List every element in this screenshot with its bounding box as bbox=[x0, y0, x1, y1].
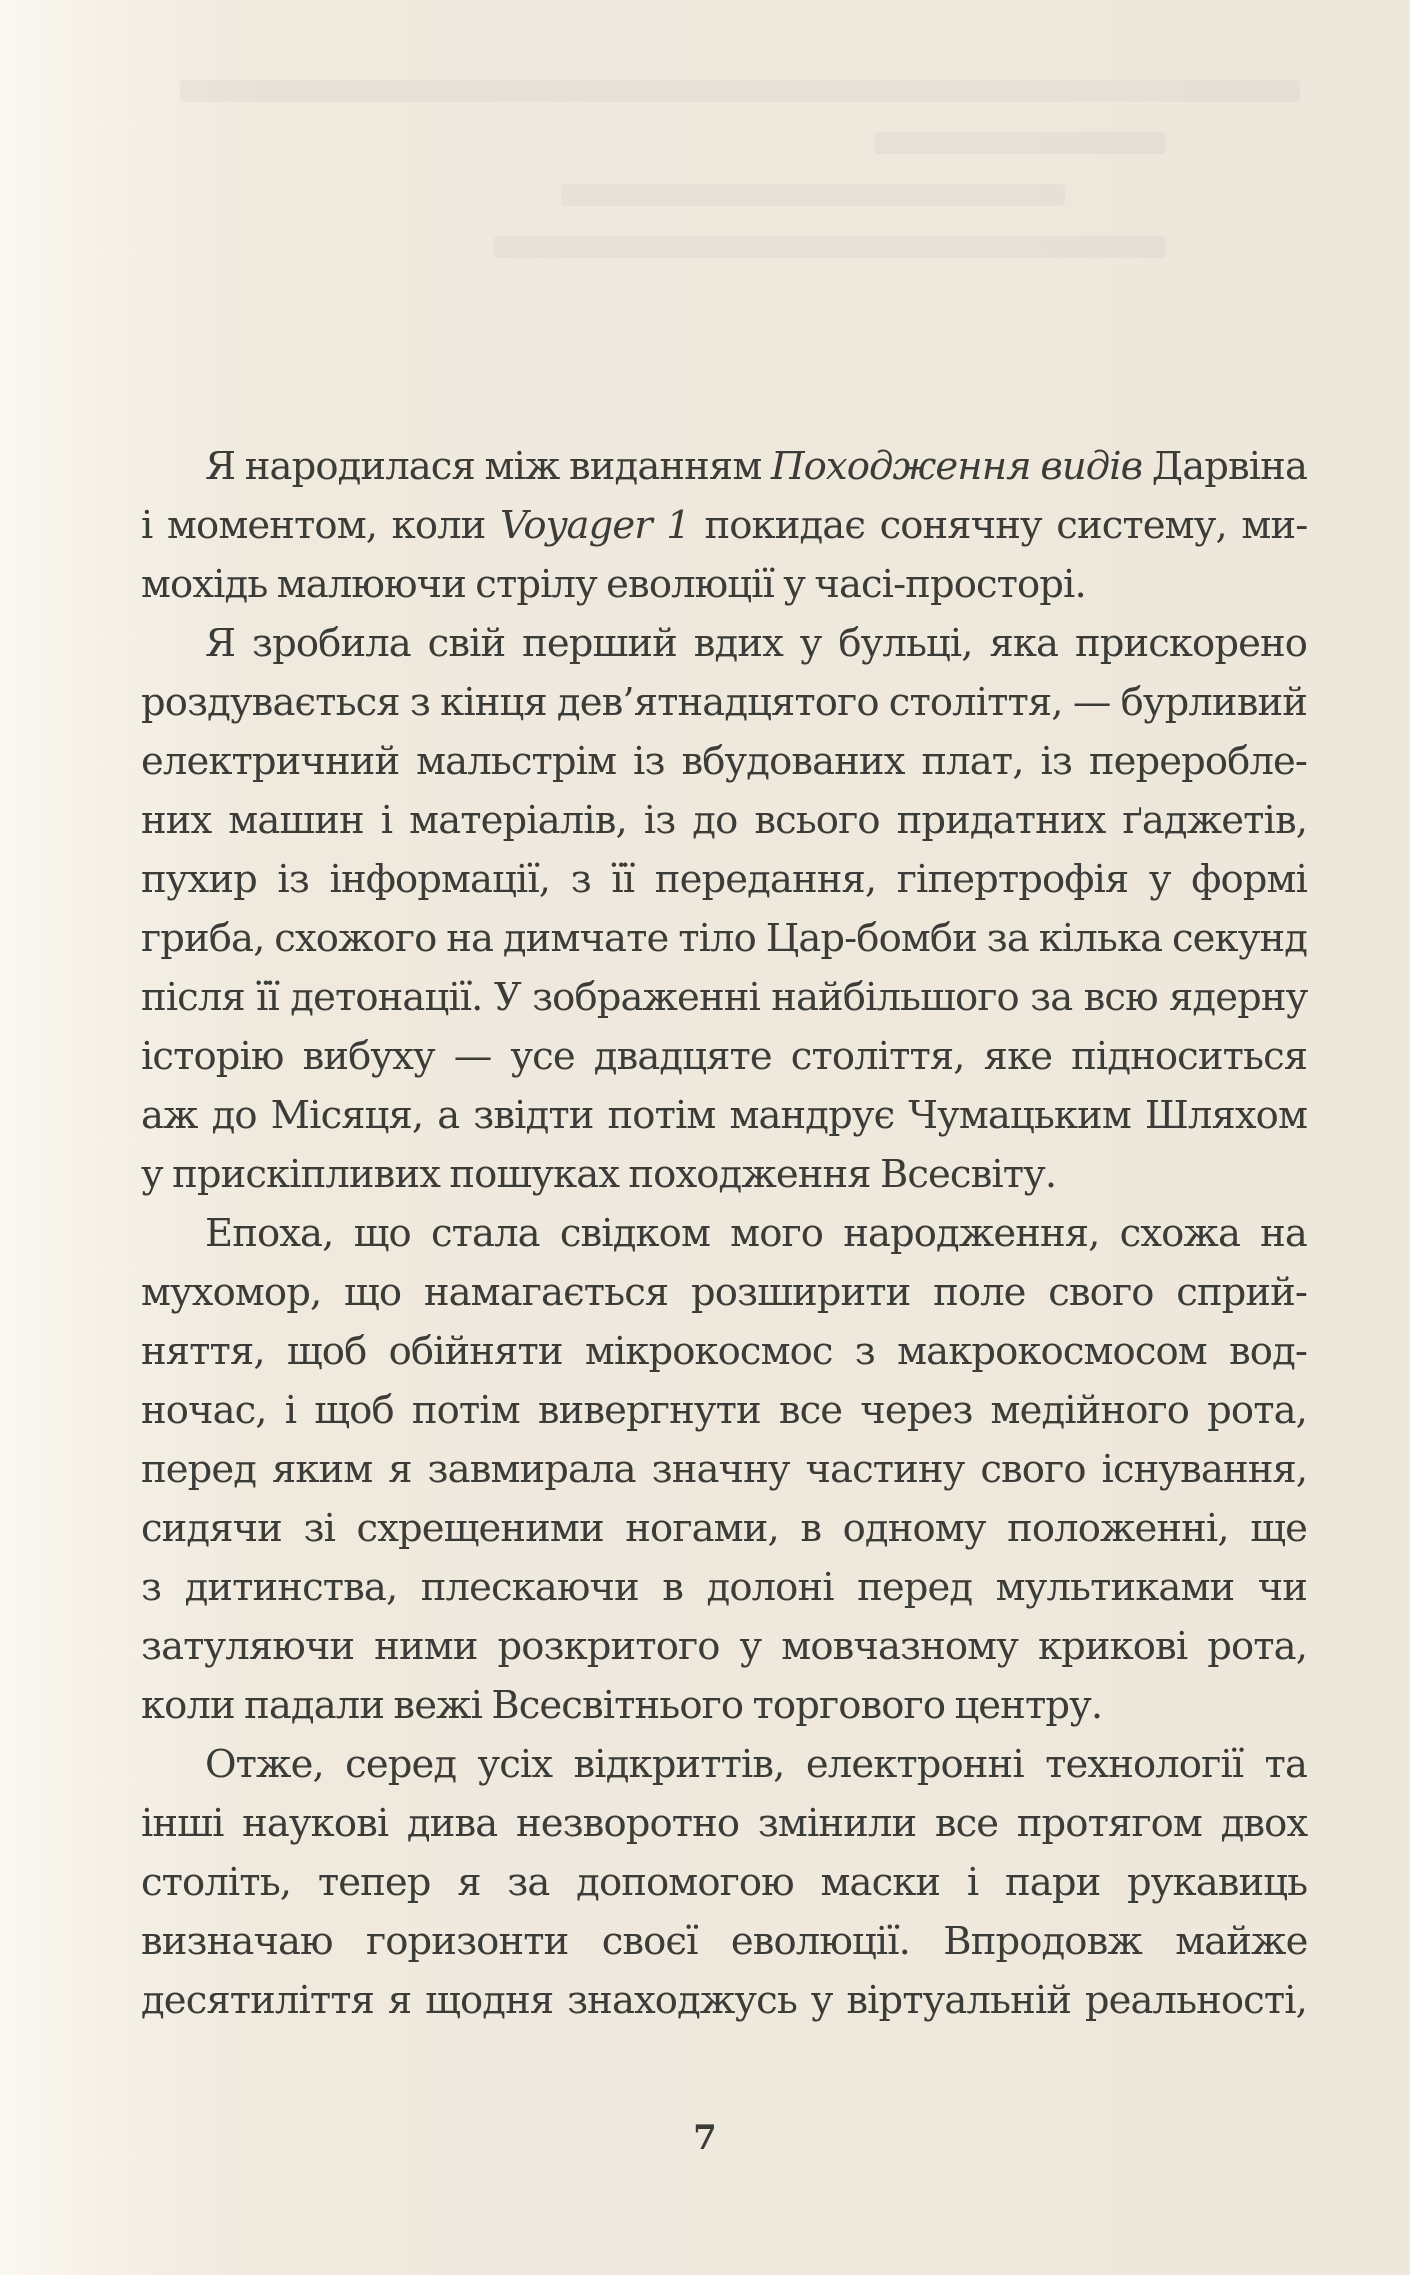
paragraph-3 bbox=[141, 1204, 1307, 1735]
italic-title: Походження видів bbox=[770, 444, 1143, 489]
text-line: у прискіпливих пошуках походження Всесвіту. bbox=[141, 1152, 1057, 1197]
text-line: мохідь малюючи стрілу еволюції у часі-просторі. bbox=[141, 562, 1086, 607]
text-line: Отже, серед усіх відкриттів, електронні технології та bbox=[205, 1742, 1307, 1787]
show-through-text bbox=[180, 80, 1300, 320]
text-line: гриба, схожого на димчате тіло Цар-бомби за кілька секунд bbox=[141, 916, 1308, 961]
text-line: після її детонації. У зображенні найбільшого за всю ядерну bbox=[141, 975, 1308, 1020]
text-line: сидячи зі схрещеними ногами, в одному положенні, ще bbox=[141, 1506, 1307, 1551]
text-line: Я народилася між виданням Походження видів Дарвіна bbox=[205, 444, 1307, 489]
paragraph-2 bbox=[141, 614, 1307, 1204]
text-line: і моментом, коли Voyager 1 покидає сонячну систему, ми- bbox=[141, 503, 1308, 548]
text-line: ночас, і щоб потім вивергнути все через медійного рота, bbox=[141, 1388, 1307, 1433]
text-line: електричний мальстрім із вбудованих плат, із переробле- bbox=[141, 739, 1307, 784]
body-text bbox=[141, 437, 1307, 2030]
text-line: коли падали вежі Всесвітнього торгового центру. bbox=[141, 1683, 1103, 1728]
text-line: пухир із інформації, з її передання, гіпертрофія у формі bbox=[141, 857, 1307, 902]
text-line: інші наукові дива незворотно змінили все протягом двох bbox=[141, 1801, 1308, 1846]
paragraph-1 bbox=[141, 437, 1307, 614]
text-line: роздувається з кінця дев’ятнадцятого століття, — бурливий bbox=[141, 680, 1307, 725]
text-line: століть, тепер я за допомогою маски і пари рукавиць bbox=[141, 1860, 1308, 1905]
text-line: Я зробила свій перший вдих у бульці, яка прискорено bbox=[205, 621, 1307, 666]
italic-name: Voyager 1 bbox=[500, 503, 690, 548]
text-line: визначаю горизонти своєї еволюції. Впродовж майже bbox=[141, 1919, 1308, 1964]
page-number: 7 bbox=[693, 2118, 717, 2158]
text-line: аж до Місяця, а звідти потім мандрує Чумацьким Шляхом bbox=[141, 1093, 1307, 1138]
text-line: них машин і матеріалів, із до всього придатних ґаджетів, bbox=[141, 798, 1308, 843]
text-line: мухомор, що намагається розширити поле свого сприй- bbox=[141, 1270, 1307, 1315]
text-line: Епоха, що стала свідком мого народження, схожа на bbox=[205, 1211, 1307, 1256]
text-line: з дитинства, плескаючи в долоні перед мультиками чи bbox=[141, 1565, 1308, 1610]
text-line: десятиліття я щодня знаходжусь у віртуальній реальності, bbox=[141, 1978, 1307, 2023]
text-line: затуляючи ними розкритого у мовчазному крикові рота, bbox=[141, 1624, 1308, 1669]
text-line: няття, щоб обійняти мікрокосмос з макрокосмосом вод- bbox=[141, 1329, 1307, 1374]
text-line: історію вибуху — усе двадцяте століття, яке підноситься bbox=[141, 1034, 1308, 1079]
paragraph-4 bbox=[141, 1735, 1307, 2030]
text-line: перед яким я завмирала значну частину свого існування, bbox=[141, 1447, 1308, 1492]
